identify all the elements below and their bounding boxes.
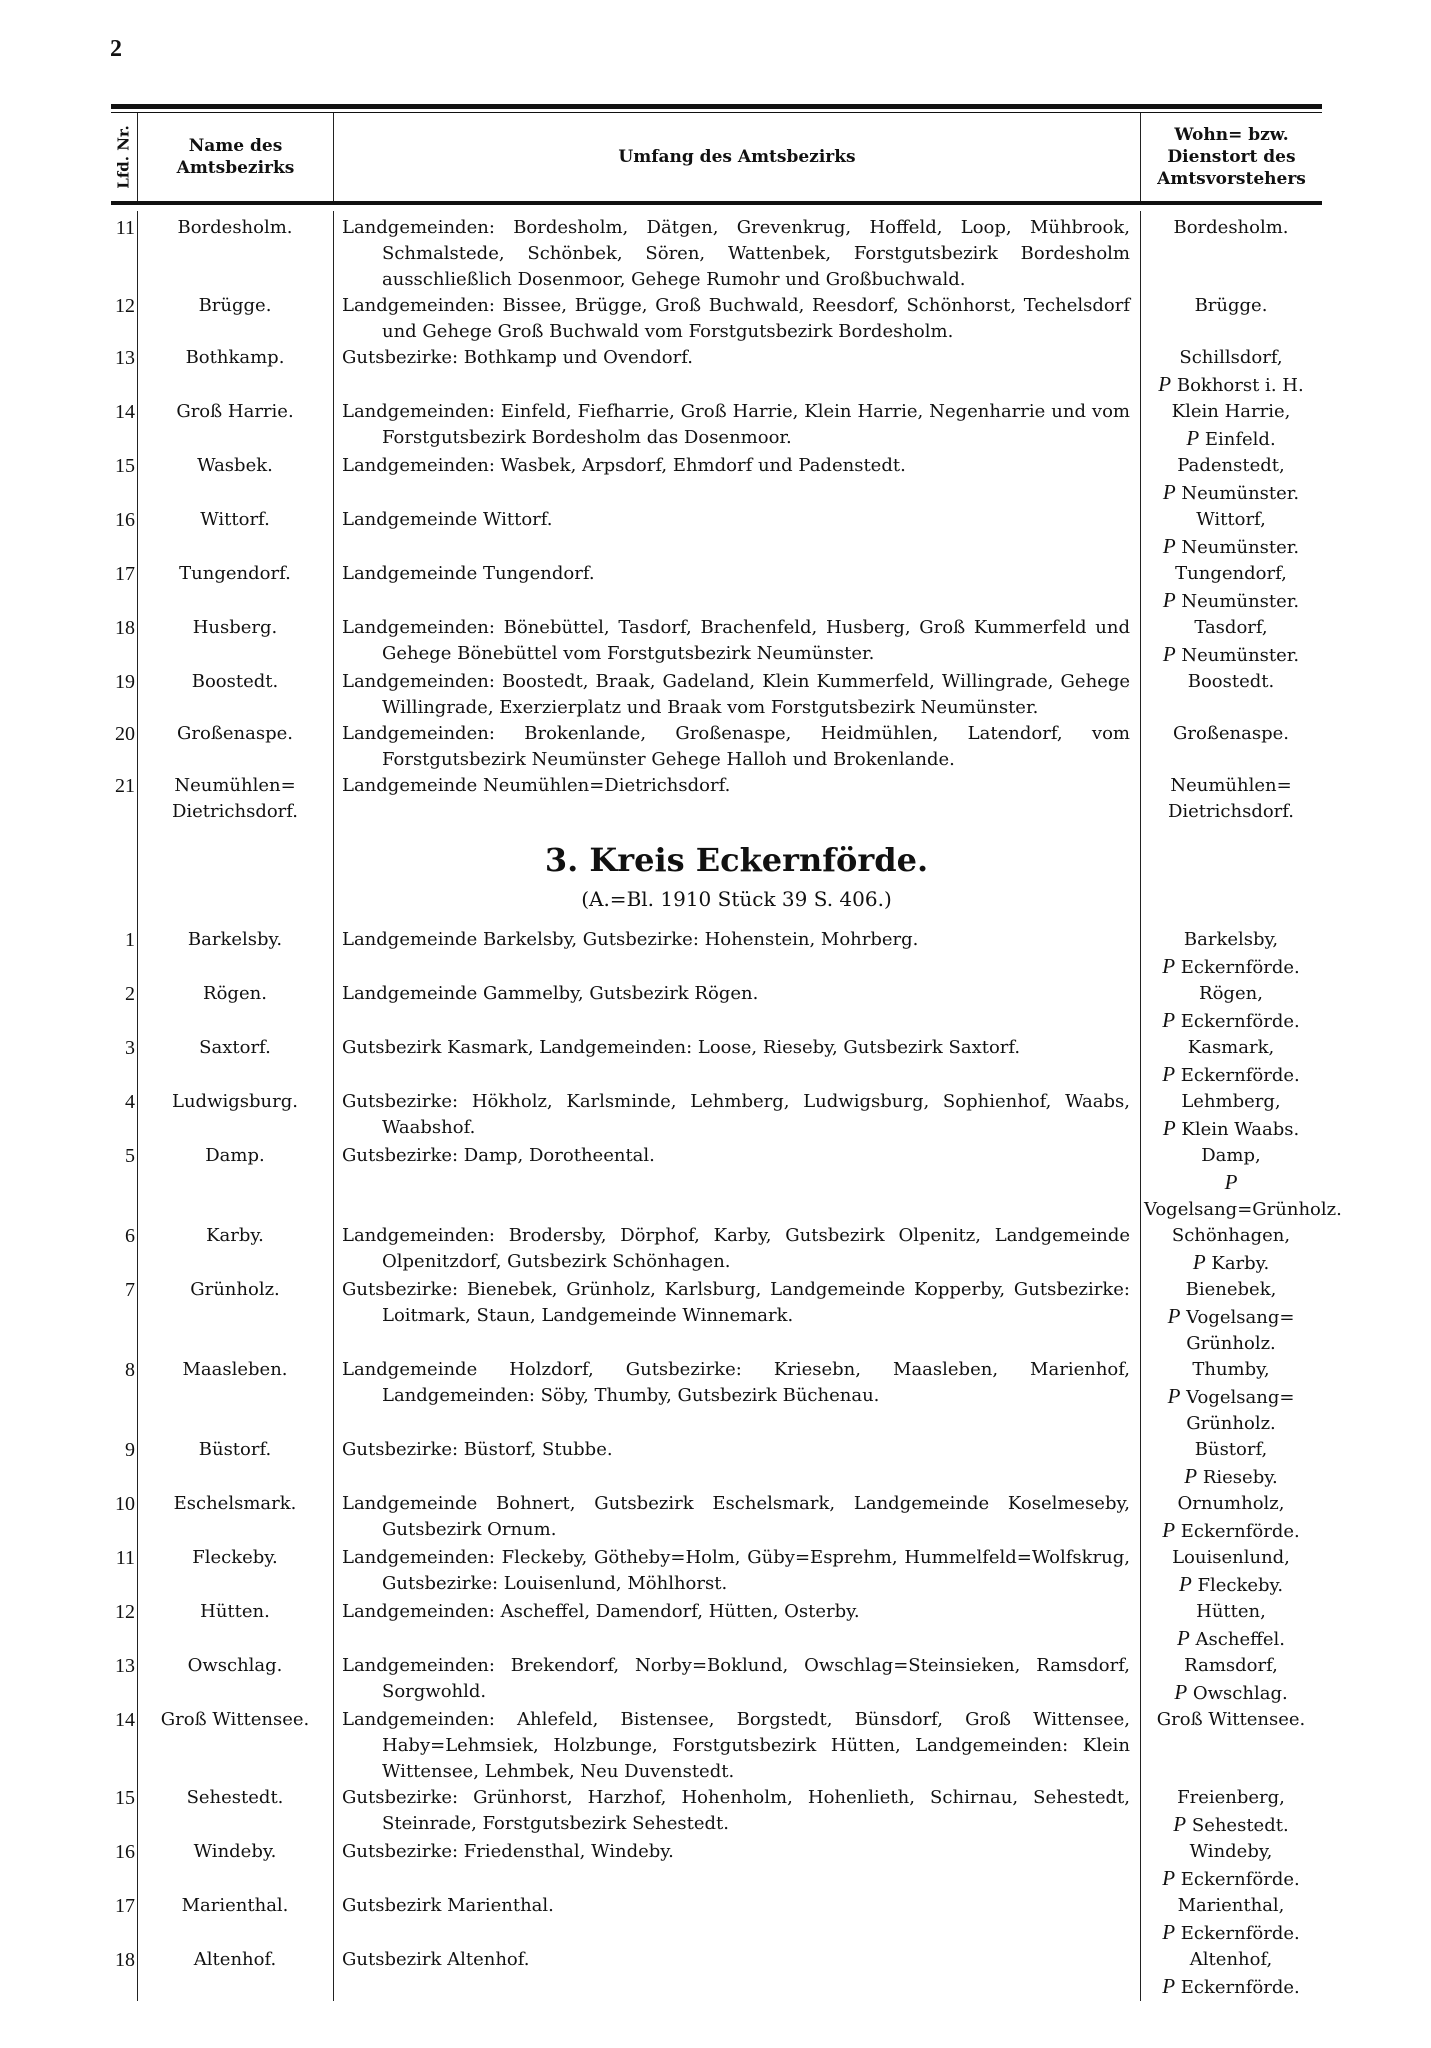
dienstort [1140,1947,1322,2001]
post-prefix: P [1162,642,1176,666]
umfang-text: Landgemeinde Barkelsby, Gutsbezirke: Hohenstein, Mohrberg. [342,929,919,950]
section-title: 3. Kreis Eckernförde. [544,841,929,879]
dienstort-name: Ornumholz, [1177,1493,1285,1514]
dienstort-name: Boostedt. [1187,671,1275,692]
post-prefix: P [1192,1250,1206,1274]
post-prefix: P [1162,534,1176,558]
umfang-text: Gutsbezirk Kasmark, Landgemeinden: Loose, Rieseby, Gutsbezirk Saxtorf. [342,1037,1021,1058]
umfang-text: Landgemeinden: Boostedt, Braak, Gadeland, Klein Kummerfeld, Willingrade, Gehege Willingrade, Exerzierplatz und Braak vom Forstgutsbezirk Neumünster. [342,671,1130,718]
amtsbezirk-name: Altenhof. [193,1949,277,1970]
dienstort [1140,507,1322,561]
umfang-text: Landgemeinde Gammelby, Gutsbezirk Rögen. [342,983,759,1004]
post-office [1144,1571,1318,1599]
header-name: Name des Amtsbezirks [176,136,295,178]
umfang-text: Landgemeinde Wittorf. [342,509,553,530]
amtsbezirk-name: Barkelsby. [187,929,283,950]
post-office-name: Fleckeby. [1197,1575,1284,1596]
post-office-name: Eckernförde. [1180,1011,1300,1032]
umfang-text: Landgemeinden: Ascheffel, Damendorf, Hütten, Osterby. [342,1601,860,1622]
dienstort-name: Hütten, [1196,1601,1266,1622]
amtsbezirk-name: Wittorf. [200,509,270,530]
amtsbezirk-name: Grünholz. [190,1279,280,1300]
row-number: 11 [115,1547,135,1569]
dienstort [1140,1437,1322,1491]
dienstort-name: Großenaspe. [1173,723,1289,744]
row-number: 15 [115,1787,135,1809]
umfang-text: Landgemeinde Neumühlen=Dietrichsdorf. [342,775,731,796]
row-number: 9 [125,1439,135,1461]
dienstort-name: Windeby, [1189,1841,1273,1862]
row-number: 8 [125,1359,135,1381]
dienstort-name: Marienthal, [1177,1895,1285,1916]
dienstort [1140,1707,1322,1785]
amtsbezirk-name: Husberg. [192,617,278,638]
post-office-name: Eckernförde. [1180,1521,1300,1542]
row-number: 21 [115,775,135,797]
header-dienstort: Wohn= bzw. Dienstort des Amtsvorstehers [1157,125,1306,189]
dienstort [1140,1223,1322,1277]
dienstort [1140,453,1322,507]
dienstort-name: Schönhagen, [1171,1225,1291,1246]
row-number: 12 [115,1601,135,1623]
post-office-name: Ascheffel. [1195,1629,1286,1650]
post-office [1144,1169,1342,1223]
page-number: 2 [110,36,122,62]
post-office-name: Sehestedt. [1191,1815,1289,1836]
amtsbezirk-name: Owschlag. [187,1655,283,1676]
post-prefix: P [1186,426,1200,450]
umfang-text: Landgemeinden: Brekendorf, Norby=Boklund, Owschlag=Steinsieken, Ramsdorf, Sorgwohld. [342,1655,1130,1702]
amtsbezirk-name: Wasbek. [197,455,273,476]
post-office-name: Vogelsang= Grünholz. [1186,1307,1295,1354]
row-number: 12 [115,295,135,317]
post-office [1144,1383,1318,1437]
dienstort-name: Damp, [1201,1145,1261,1166]
post-office [1144,1679,1318,1707]
amtsbezirk-name: Groß Wittensee. [160,1709,310,1730]
row-number: 1 [125,929,135,951]
amtsbezirk-name: Marienthal. [181,1895,289,1916]
post-office-name: Eckernförde. [1180,1977,1300,1998]
umfang-text: Landgemeinden: Brokenlande, Großenaspe, Heidmühlen, Latendorf, vom Forstgutsbezirk Neumünster Gehege Halloh und Brokenlande. [342,723,1130,770]
post-office [1144,1303,1318,1357]
row-number: 6 [125,1225,135,1247]
column-divider [333,211,334,2001]
post-office-name: Eckernförde. [1180,1869,1300,1890]
amtsbezirk-name: Brügge. [198,295,272,316]
dienstort-name: Rögen, [1199,983,1263,1004]
umfang-text: Gutsbezirke: Büstorf, Stubbe. [342,1439,613,1460]
post-prefix: P [1162,1116,1176,1140]
umfang-text: Gutsbezirke: Hökholz, Karlsminde, Lehmberg, Ludwigsburg, Sophienhof, Waabs, Waabshof. [342,1091,1130,1138]
dienstort [1140,1277,1322,1357]
post-prefix: P [1173,1812,1187,1836]
row-number: 16 [115,509,135,531]
post-prefix: P [1162,1008,1176,1032]
row-number: 14 [115,1709,135,1731]
post-prefix: P [1162,1518,1176,1542]
column-divider [1140,211,1141,2001]
post-prefix: P [1162,1062,1176,1086]
dienstort [1140,1143,1342,1223]
umfang-text: Landgemeinden: Bordesholm, Dätgen, Grevenkrug, Hoffeld, Loop, Mühbrook, Schmalstede, Schönbek, Sören, Wattenbek, Forstgutsbezirk Bordesholm ausschließlich Dosenmoor, Gehege Rumohr und Großbuchwald. [342,217,1130,290]
post-office-name: Vogelsang=Grünholz. [1144,1199,1342,1220]
post-office [1144,533,1318,561]
umfang-text: Landgemeinden: Fleckeby, Götheby=Holm, Güby=Esprehm, Hummelfeld=Wolfskrug, Gutsbezirke: Louisenlund, Möhlhorst. [342,1547,1130,1594]
amtsbezirk-name: Ludwigsburg. [172,1091,298,1112]
post-office-name: Neumünster. [1181,483,1300,504]
post-prefix: P [1162,1974,1176,1998]
post-prefix: P [1178,1572,1192,1596]
dienstort-name: Groß Wittensee. [1156,1709,1306,1730]
post-office [1144,1919,1318,1947]
post-office [1144,1865,1318,1893]
post-office-name: Owschlag. [1192,1683,1288,1704]
dienstort [1140,927,1322,981]
row-number: 18 [115,617,135,639]
dienstort-name: Klein Harrie, [1171,401,1291,422]
amtsbezirk-name: Tungendorf. [179,563,291,584]
dienstort-name: Bienebek, [1185,1279,1277,1300]
dienstort [1140,1893,1322,1947]
amtsbezirk-name: Rögen. [203,983,267,1004]
post-office [1144,425,1318,453]
post-prefix: P [1162,954,1176,978]
table-header [111,113,1322,201]
dienstort [1140,293,1322,345]
dienstort [1140,399,1322,453]
dienstort [1140,1599,1322,1653]
post-office [1144,1061,1318,1089]
dienstort-name: Brügge. [1194,295,1268,316]
post-office-name: Karby. [1211,1253,1270,1274]
row-number: 3 [125,1037,135,1059]
dienstort [1140,561,1322,615]
dienstort-name: Wittorf, [1196,509,1266,530]
row-number: 5 [125,1145,135,1167]
amtsbezirk-name: Bothkamp. [185,347,285,368]
post-prefix: P [1167,1304,1181,1328]
post-office [1144,1249,1318,1277]
section-reference: (A.=Bl. 1910 Stück 39 S. 406.) [581,887,892,911]
post-office-name: Bokhorst i. H. [1176,375,1304,396]
umfang-text: Landgemeinde Holzdorf, Gutsbezirke: Kriesebn, Maasleben, Marienhof, Landgemeinden: Söby, Thumby, Gutsbezirk Büchenau. [342,1359,1130,1406]
post-office-name: Klein Waabs. [1181,1119,1300,1140]
row-number: 13 [115,1655,135,1677]
row-number: 18 [115,1949,135,1971]
umfang-text: Landgemeinden: Wasbek, Arpsdorf, Ehmdorf und Padenstedt. [342,455,906,476]
row-number: 13 [115,347,135,369]
dienstort [1140,1491,1322,1545]
dienstort-name: Tungendorf, [1175,563,1287,584]
row-number: 19 [115,671,135,693]
amtsbezirk-name: Sehestedt. [186,1787,284,1808]
amtsbezirk-name: Fleckeby. [192,1547,278,1568]
umfang-text: Gutsbezirke: Damp, Dorotheental. [342,1145,655,1166]
umfang-text: Gutsbezirk Altenhof. [342,1949,530,1970]
amtsbezirk-name: Karby. [206,1225,264,1246]
post-office-name: Eckernförde. [1180,1065,1300,1086]
dienstort [1140,345,1322,399]
post-office-name: Neumünster. [1181,537,1300,558]
row-number: 15 [115,455,135,477]
amtsbezirk-name: Saxtorf. [199,1037,271,1058]
amtsbezirk-name: Bordesholm. [177,217,293,238]
table-body [111,205,1342,2001]
row-number: 17 [115,1895,135,1917]
dienstort-name: Lehmberg, [1181,1091,1281,1112]
dienstort-name: Barkelsby, [1183,929,1279,950]
dienstort-name: Tasdorf, [1194,617,1268,638]
dienstort-name: Kasmark, [1187,1037,1275,1058]
amtsbezirk-name: Windeby. [193,1841,277,1862]
dienstort [1140,773,1322,825]
post-office [1144,371,1318,399]
dienstort [1140,1785,1322,1839]
dienstort-name: Ramsdorf, [1184,1655,1278,1676]
amtsbezirk-name: Eschelsmark. [173,1493,297,1514]
dienstort [1140,215,1322,293]
umfang-text: Gutsbezirke: Bienebek, Grünholz, Karlsburg, Landgemeinde Kopperby, Gutsbezirke: Loitmark, Staun, Landgemeinde Winnemark. [342,1279,1130,1326]
post-office [1144,1811,1318,1839]
post-office [1144,587,1318,615]
post-office [1144,479,1318,507]
post-prefix: P [1162,1866,1176,1890]
dienstort-name: Freienberg, [1177,1787,1285,1808]
dienstort-name: Büstorf, [1194,1439,1268,1460]
amtsbezirk-name: Büstorf. [198,1439,272,1460]
post-office [1144,1517,1318,1545]
post-office [1144,1115,1318,1143]
amtsbezirk-name: Neumühlen= Dietrichsdorf. [171,775,299,822]
amtsbezirk-name: Damp. [205,1145,265,1166]
post-prefix: P [1158,372,1172,396]
umfang-text: Gutsbezirke: Bothkamp und Ovendorf. [342,347,693,368]
amtsbezirk-name: Hütten. [200,1601,270,1622]
umfang-text: Gutsbezirke: Grünhorst, Harzhof, Hohenholm, Hohenlieth, Schirnau, Sehestedt, Steinrade, Forstgutsbezirk Sehestedt. [342,1787,1130,1834]
row-number: 17 [115,563,135,585]
post-office [1144,1007,1318,1035]
row-number: 10 [115,1493,135,1515]
umfang-text: Landgemeinden: Bönebüttel, Tasdorf, Brachenfeld, Husberg, Groß Kummerfeld und Gehege Bönebüttel vom Forstgutsbezirk Neumünster. [342,617,1130,664]
umfang-text: Landgemeinden: Ahlefeld, Bistensee, Borgstedt, Bünsdorf, Groß Wittensee, Haby=Lehmsiek, Holzbunge, Forstgutsbezirk Hütten, Landgemeinden: Klein Wittensee, Lehmbek, Neu Duvenstedt. [342,1709,1130,1782]
dienstort [1140,1653,1322,1707]
column-divider [137,211,138,2001]
section-heading-inner [333,825,1140,927]
dienstort-name: Neumühlen= Dietrichsdorf. [1167,775,1295,822]
umfang-text: Gutsbezirke: Friedensthal, Windeby. [342,1841,674,1862]
dienstort-name: Padenstedt, [1177,455,1285,476]
amtsbezirk-name: Boostedt. [191,671,279,692]
post-prefix: P [1224,1170,1238,1194]
post-prefix: P [1174,1680,1188,1704]
dienstort-name: Bordesholm. [1173,217,1289,238]
amtsbezirk-name: Groß Harrie. [176,401,294,422]
row-number: 4 [125,1091,135,1113]
header-umfang: Umfang des Amtsbezirks [618,147,856,167]
header-lfd-nr-label: Lfd. Nr. [115,125,133,189]
dienstort [1140,721,1322,773]
umfang-text: Landgemeinden: Bissee, Brügge, Groß Buchwald, Reesdorf, Schönhorst, Techelsdorf und Gehege Groß Buchwald vom Forstgutsbezirk Bordesholm. [342,295,1130,342]
amtsbezirke-table [111,104,1342,2001]
umfang-text: Gutsbezirk Marienthal. [342,1895,554,1916]
header-lfd-nr [111,113,137,201]
post-office-name: Eckernförde. [1180,1923,1300,1944]
table-top-rule [111,104,1322,109]
post-prefix: P [1176,1626,1190,1650]
dienstort [1140,1089,1322,1143]
post-office [1144,1973,1318,2001]
row-number: 11 [115,217,135,239]
dienstort-name: Schillsdorf, [1179,347,1283,368]
post-prefix: P [1184,1464,1198,1488]
dienstort [1140,1545,1322,1599]
post-office-name: Neumünster. [1181,645,1300,666]
dienstort [1140,981,1322,1035]
post-office-name: Eckernförde. [1180,957,1300,978]
post-office [1144,1625,1318,1653]
post-office [1144,953,1318,981]
umfang-text: Landgemeinden: Einfeld, Fiefharrie, Groß Harrie, Klein Harrie, Negenharrie und vom Forstgutsbezirk Bordesholm das Dosenmoor. [342,401,1130,448]
dienstort [1140,1839,1322,1893]
post-office-name: Einfeld. [1204,429,1276,450]
post-prefix: P [1167,1384,1181,1408]
post-office [1144,1463,1318,1491]
post-prefix: P [1162,480,1176,504]
dienstort [1140,669,1322,721]
dienstort-name: Altenhof, [1189,1949,1273,1970]
post-office-name: Vogelsang= Grünholz. [1186,1387,1295,1434]
dienstort-name: Thumby, [1192,1359,1270,1380]
post-office-name: Rieseby. [1202,1467,1278,1488]
dienstort-name: Louisenlund, [1172,1547,1290,1568]
amtsbezirk-name: Großenaspe. [177,723,293,744]
row-number: 7 [125,1279,135,1301]
row-number: 16 [115,1841,135,1863]
amtsbezirk-name: Maasleben. [182,1359,288,1380]
row-number: 2 [125,983,135,1005]
post-office-name: Neumünster. [1181,591,1300,612]
post-prefix: P [1162,588,1176,612]
dienstort [1140,615,1322,669]
row-number: 20 [115,723,135,745]
row-number: 14 [115,401,135,423]
umfang-text: Landgemeinden: Brodersby, Dörphof, Karby, Gutsbezirk Olpenitz, Landgemeinde Olpenitzdorf, Gutsbezirk Schönhagen. [342,1225,1130,1272]
post-office [1144,641,1318,669]
umfang-text: Landgemeinde Bohnert, Gutsbezirk Eschelsmark, Landgemeinde Koselmeseby, Gutsbezirk Ornum. [342,1493,1130,1540]
dienstort [1140,1035,1322,1089]
umfang-text: Landgemeinde Tungendorf. [342,563,595,584]
post-prefix: P [1162,1920,1176,1944]
dienstort [1140,1357,1322,1437]
